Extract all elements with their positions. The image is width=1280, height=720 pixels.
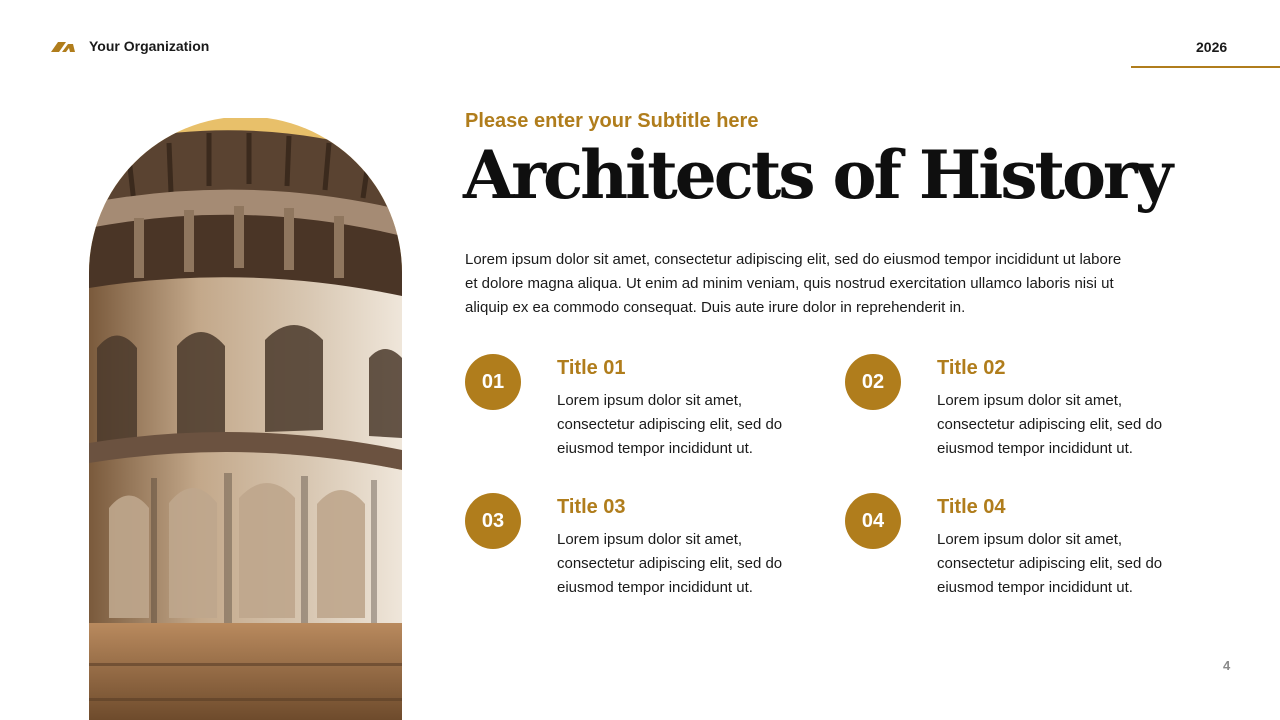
feature-item — [845, 354, 1185, 464]
subtitle: Please enter your Subtitle here — [465, 110, 759, 132]
item-description: Lorem ipsum dolor sit amet, consectetur adipiscing elit, sed do eiusmod tempor incididunt ut. — [937, 392, 1163, 457]
number-badge: 01 — [465, 354, 521, 410]
item-title: Title 02 — [937, 357, 1006, 379]
item-description: Lorem ipsum dolor sit amet, consectetur adipiscing elit, sed do eiusmod tempor incididunt ut. — [557, 531, 783, 596]
feature-item — [845, 493, 1185, 603]
item-title: Title 04 — [937, 496, 1006, 518]
feature-item — [465, 493, 805, 603]
item-title: Title 01 — [557, 357, 626, 379]
architecture-photo — [89, 118, 402, 720]
item-description: Lorem ipsum dolor sit amet, consectetur adipiscing elit, sed do eiusmod tempor incididunt ut. — [937, 531, 1163, 596]
header-divider — [1131, 66, 1280, 68]
page-title: Architects of History — [463, 136, 1171, 214]
organization-name: Your Organization — [89, 38, 210, 54]
year-label: 2026 — [1196, 39, 1228, 55]
item-title: Title 03 — [557, 496, 626, 518]
item-description: Lorem ipsum dolor sit amet, consectetur adipiscing elit, sed do eiusmod tempor incididunt ut. — [557, 392, 783, 457]
organization-logo-icon — [49, 38, 77, 58]
number-badge: 03 — [465, 493, 521, 549]
page-number: 4 — [1223, 658, 1231, 673]
number-badge: 04 — [845, 493, 901, 549]
intro-paragraph: Lorem ipsum dolor sit amet, consectetur adipiscing elit, sed do eiusmod tempor incididunt ut labore et dolore magna aliqua. Ut enim ad minim veniam, quis nostrud exercitation ullamco laboris nisi ut aliquip ex ea commodo consequat. Duis aute irure dolor in reprehenderit in. — [465, 251, 1122, 316]
feature-item — [465, 354, 805, 464]
number-badge: 02 — [845, 354, 901, 410]
